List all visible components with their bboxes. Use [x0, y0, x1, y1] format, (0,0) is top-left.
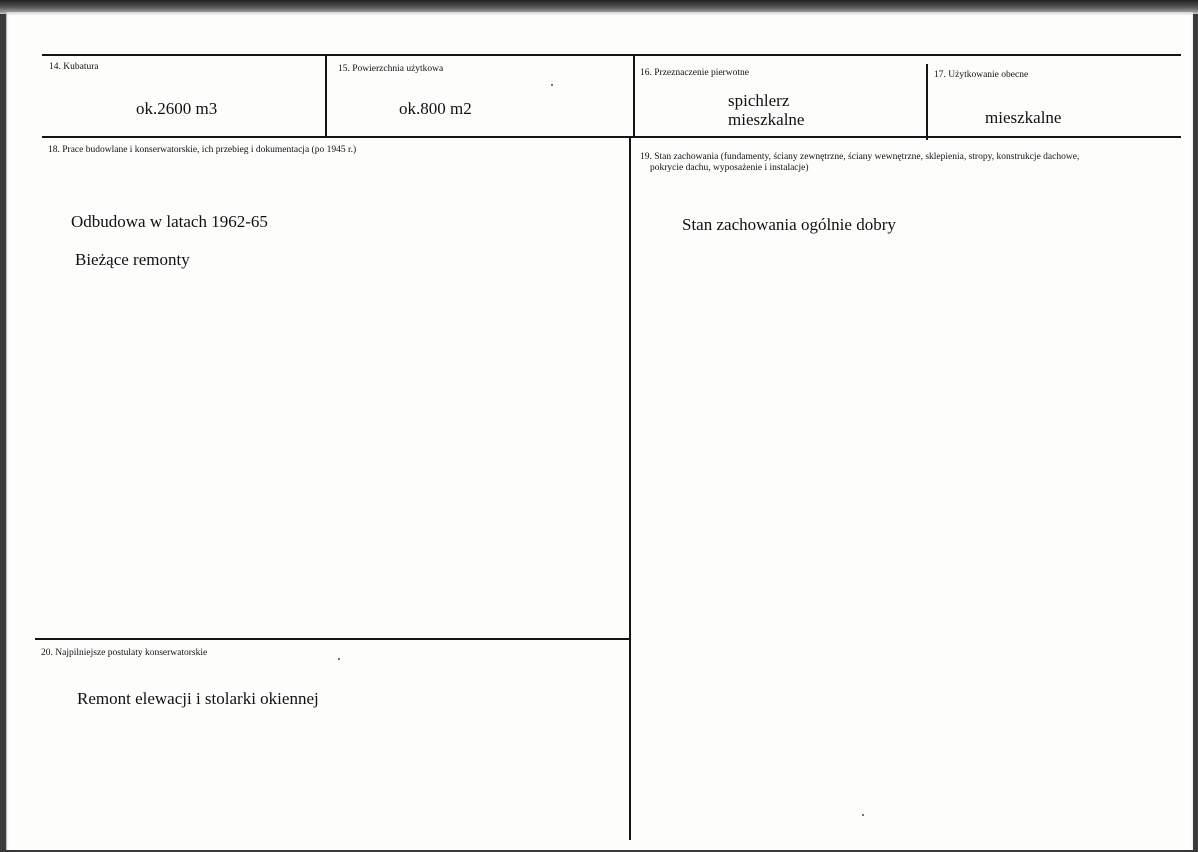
uzytkowanie-label: 17. Użytkowanie obecne [934, 70, 1029, 80]
stan-zachowania-label-2: pokrycie dachu, wyposażenie i instalacje) [650, 163, 809, 173]
divider-16-17 [926, 64, 928, 140]
prace-budowlane-value-2: Bieżące remonty [75, 250, 190, 269]
section-20-top-rule [35, 638, 631, 640]
divider-15-16 [633, 54, 635, 138]
przeznaczenie-value-1: spichlerz [728, 91, 790, 110]
uzytkowanie-value: mieszkalne [985, 108, 1062, 127]
scan-speck [551, 84, 553, 86]
prace-budowlane-label: 18. Prace budowlane i konserwatorskie, ich przebieg i dokumentacja (po 1945 r.) [48, 145, 357, 155]
postulaty-label: 20. Najpilniejsze postulaty konserwatorskie [41, 648, 208, 658]
stan-zachowania-value: Stan zachowania ogólnie dobry [682, 215, 896, 234]
prace-budowlane-value-1: Odbudowa w latach 1962-65 [71, 212, 268, 231]
center-vertical-rule [629, 138, 631, 840]
stan-zachowania-label-1: 19. Stan zachowania (fundamenty, ściany zewnętrzne, ściany wewnętrzne, sklepienia, stropy, konstrukcje dachowe, [640, 152, 1080, 162]
powierzchnia-label: 15. Powierzchnia użytkowa [338, 64, 444, 74]
header-bottom-rule [42, 136, 1181, 138]
kubatura-value: ok.2600 m3 [136, 99, 218, 118]
scan-speck [338, 658, 340, 660]
postulaty-value: Remont elewacji i stolarki okiennej [77, 689, 319, 708]
powierzchnia-value: ok.800 m2 [399, 99, 472, 118]
scan-speck [862, 814, 864, 816]
divider-14-15 [325, 54, 327, 138]
przeznaczenie-label: 16. Przeznaczenie pierwotne [640, 68, 749, 78]
przeznaczenie-value-2: mieszkalne [728, 110, 805, 129]
top-rule [42, 54, 1181, 56]
kubatura-label: 14. Kubatura [49, 62, 99, 72]
form-sheet [6, 12, 1193, 850]
